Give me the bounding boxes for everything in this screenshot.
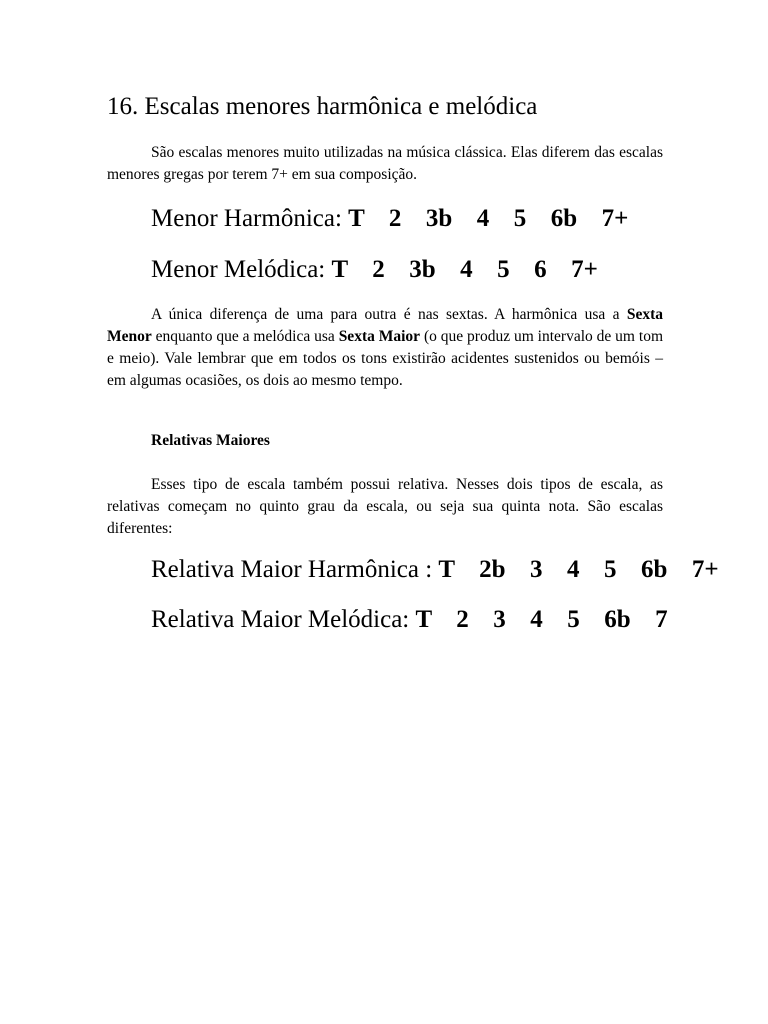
scale-minor-melodic: [151, 254, 598, 286]
bold-term-sexta-maior: Sexta Maior: [338, 328, 421, 345]
scale-notes: T 2 3 4 5 6b 7: [415, 606, 668, 633]
relatives-heading: Relativas Maiores: [151, 432, 270, 449]
relatives-paragraph: Esses tipo de escala também possui relativa. Nesses dois tipos de escala, as relativas começam no quinto grau da escala, ou seja sua quinta nota. São escalas diferentes:: [107, 476, 663, 537]
difference-paragraph: [107, 304, 663, 392]
scale-label: Menor Harmônica:: [151, 205, 342, 232]
scale-label: Relativa Maior Harmônica :: [151, 556, 433, 583]
scale-relative-harmonic: [151, 554, 719, 586]
scale-label: Relativa Maior Melódica:: [151, 606, 410, 633]
text-run: A única diferença de uma para outra é nas sextas. A harmônica usa a: [151, 306, 627, 323]
intro-paragraph: São escalas menores muito utilizadas na música clássica. Elas diferem das escalas menores gregas por terem 7+ em sua composição.: [107, 144, 663, 183]
text-run: enquanto que a melódica usa: [151, 328, 339, 345]
scale-notes: T 2 3b 4 5 6b 7+: [348, 205, 629, 232]
scale-notes: T 2 3b 4 5 6 7+: [331, 256, 598, 283]
bold-term-sexta-menor: Sexta Menor: [107, 306, 663, 345]
section-title: 16. Escalas menores harmônica e melódica: [107, 93, 538, 120]
scale-label: Menor Melódica:: [151, 256, 326, 283]
scale-notes: T 2b 3 4 5 6b 7+: [438, 556, 719, 583]
scale-relative-melodic: [151, 604, 668, 636]
scale-minor-harmonic: [151, 203, 628, 235]
text-run: (o que produz um intervalo de um tom e meio). Vale lembrar que em todos os tons existirão acidentes sustenidos ou bemóis – em algumas ocasiões, os dois ao mesmo tempo.: [107, 328, 663, 389]
